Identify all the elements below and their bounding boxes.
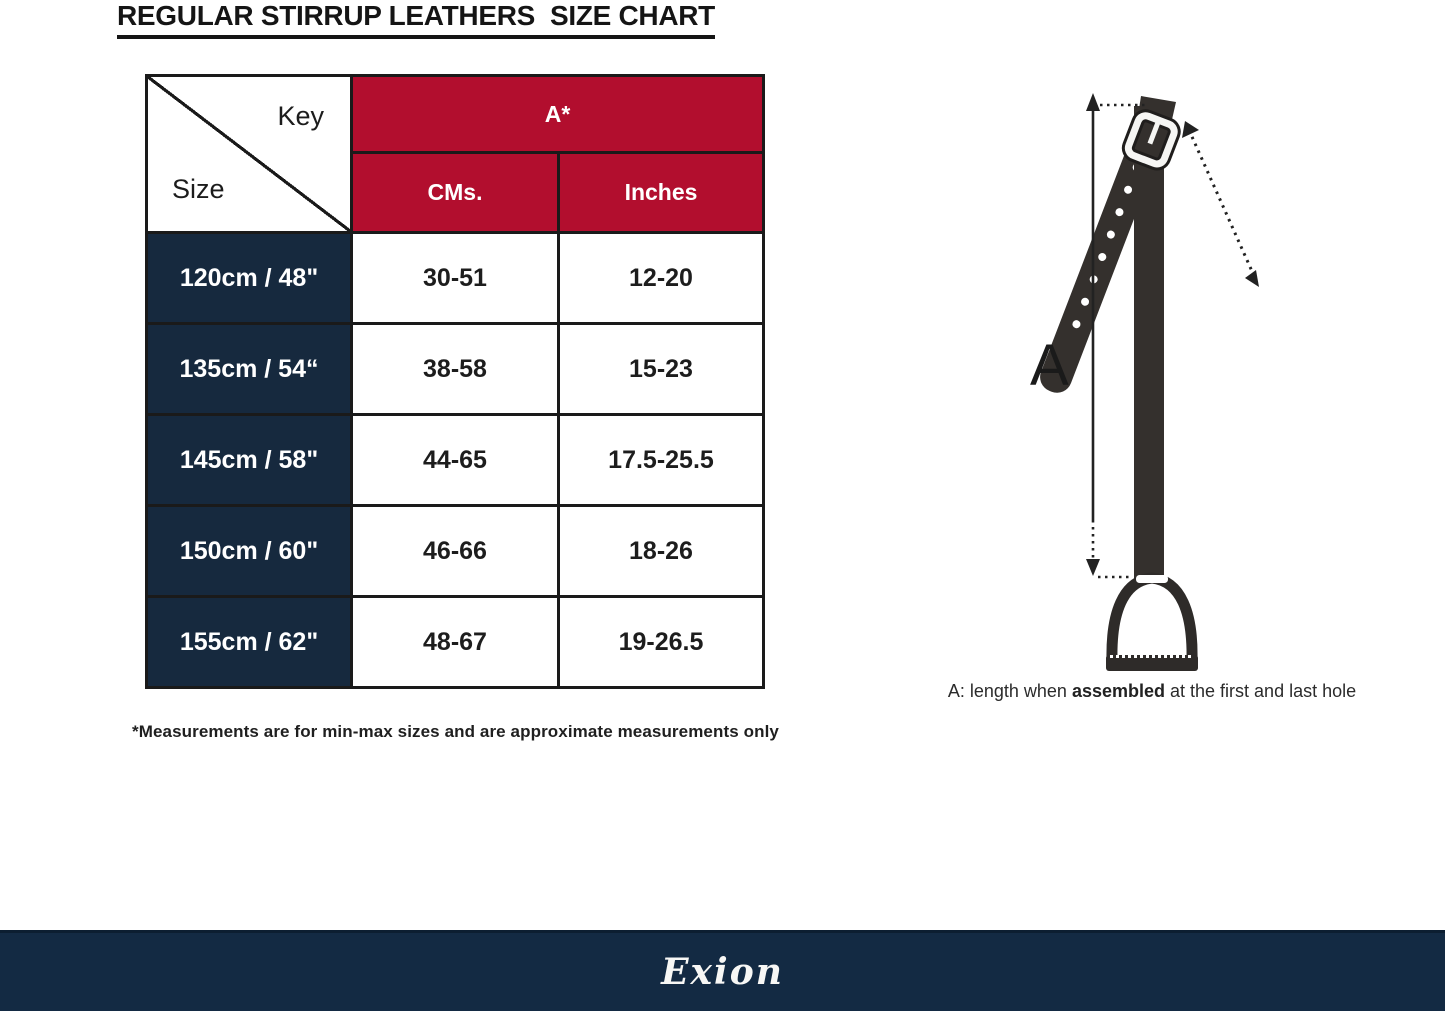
inches-cell: 15-23 (559, 324, 764, 415)
measure-label-a: A (1030, 333, 1069, 398)
measurement-arrow-diagonal (1182, 121, 1259, 287)
size-cell: 155cm / 62" (147, 597, 352, 688)
cms-cell: 48-67 (352, 597, 559, 688)
table-row (147, 597, 764, 688)
size-cell: 145cm / 58" (147, 415, 352, 506)
corner-key-label: Key (277, 101, 324, 131)
table-row (147, 506, 764, 597)
size-cell: 150cm / 60" (147, 506, 352, 597)
caption-prefix: A: length when (947, 681, 1072, 701)
inches-cell: 18-26 (559, 506, 764, 597)
header-row-group (147, 76, 764, 153)
column-header-inches: Inches (559, 153, 764, 233)
cms-cell: 30-51 (352, 233, 559, 324)
cms-cell: 46-66 (352, 506, 559, 597)
table-row (147, 233, 764, 324)
size-chart-table (145, 74, 765, 689)
diagram-caption (928, 681, 1376, 702)
group-header-a: A* (352, 76, 764, 153)
cms-cell: 38-58 (352, 324, 559, 415)
size-cell: 120cm / 48" (147, 233, 352, 324)
stirrup-iron (1106, 575, 1198, 671)
caption-suffix: at the first and last hole (1165, 681, 1357, 701)
main-strap (1134, 106, 1164, 580)
cms-cell: 44-65 (352, 415, 559, 506)
buckle-icon (1126, 113, 1177, 166)
stirrup-leather-illustration (1000, 80, 1420, 700)
corner-key-size-cell (147, 76, 352, 233)
column-header-cms: CMs. (352, 153, 559, 233)
corner-size-label: Size (172, 174, 225, 204)
footer-bar (0, 930, 1445, 1011)
page-title: REGULAR STIRRUP LEATHERS SIZE CHART (117, 0, 715, 39)
measurements-footnote: *Measurements are for min-max sizes and are approximate measurements only (132, 722, 779, 741)
inches-cell: 12-20 (559, 233, 764, 324)
corner-diagonal (148, 77, 350, 231)
table-row (147, 324, 764, 415)
caption-bold-word: assembled (1071, 681, 1166, 701)
table-row (147, 415, 764, 506)
inches-cell: 17.5-25.5 (559, 415, 764, 506)
brand-logo: Exion (661, 951, 784, 993)
size-cell: 135cm / 54“ (147, 324, 352, 415)
inches-cell: 19-26.5 (559, 597, 764, 688)
